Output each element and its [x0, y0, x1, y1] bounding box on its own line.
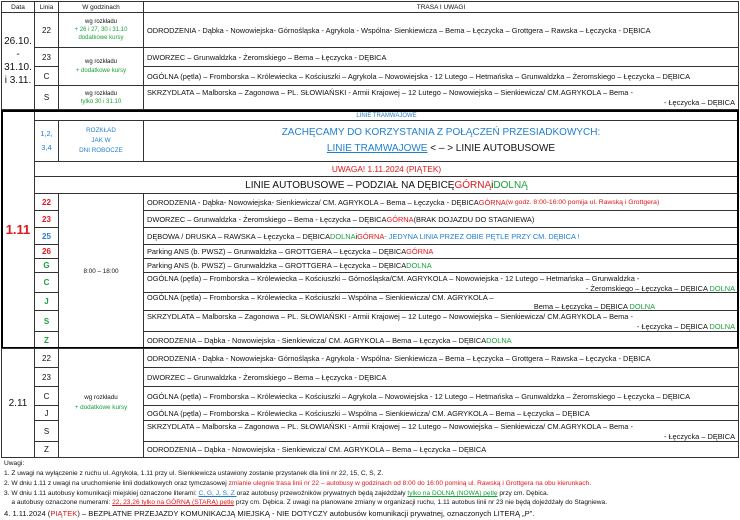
note-2 [4, 480, 591, 487]
tram-sub-a: LINIE TRAMWAJOWE [326, 143, 428, 154]
date-line: - [16, 49, 20, 60]
route-row: ODRODZENIA - Dąbka - Nowowiejska- Górnośląska - Agrykola - Wspólna- Sienkiewicza – Bema – Łęczycka – Grottgera – Rawska – Łęczycka - DĘBICA [143, 348, 739, 368]
route-remark: (w godz. 8:00-16:00 pomija ul. Rawską i Grottgera) [505, 198, 660, 206]
line-num: C [34, 66, 59, 86]
route-i: i [355, 231, 358, 241]
hours-8-18: 8:00 – 18:00 [58, 193, 144, 349]
hours-text: tylko 30 i 31.10 [80, 98, 122, 105]
note-text: a autobusy oznaczone numerami: [4, 499, 113, 506]
note-highlight: zmianie ulegnie trasa linii nr 22 – autobusy w godzinach od 8:00 do 16:00 pominą ul. Rawską i Grottgera na obu kierunkach. [228, 480, 592, 487]
note-gorna: 22, 23,26 tylko na GÓRNĄ (STARĄ) pętlę [112, 499, 235, 506]
route-gorna: GÓRNA [406, 247, 434, 256]
note-text: 3. W dniu 1.11 autobusy komunikacji miejskiej oznaczone literami: [4, 490, 199, 497]
tram-hours-text: DNI ROBOCZE [79, 147, 123, 154]
hours-text: wg rozkładu [84, 19, 117, 25]
tram-hours [58, 120, 144, 162]
tram-subtitle [327, 141, 555, 157]
tram-hours-text: ROZKŁAD [86, 127, 116, 134]
split-dolna: DOLNĄ [493, 179, 528, 191]
route-line: SKRZYDLATA – Malborska – Zagonowa – PL. SŁOWIAŃSKI - Armii Krajowej – 12 Lutego – Nowowiejska – Sienkiewicza/ CM.AGRYKOLA – Bema - [147, 422, 633, 431]
note-dolna: tylko na DOLNĄ (NOWĄ) pętlę [407, 490, 498, 497]
line-num: 26 [34, 244, 59, 259]
notes-title: Uwagi: [4, 460, 25, 467]
hours-cell [58, 12, 144, 48]
line-num: S [34, 310, 59, 332]
note-piatek: PIĄTEK [50, 509, 78, 518]
route-dolna: DOLNA [406, 261, 432, 270]
line-num: 25 [34, 227, 59, 245]
route-row [143, 210, 739, 228]
split-gorna: GÓRNĄ [454, 179, 492, 191]
route-row: OGÓLNA (pętla) – Fromborska – Królewiecka – Kościuszki – Wspólna – Sienkiewicza/ CM. AGRYKOLA – Bema – Łęczycka – DĘBICA [143, 405, 739, 421]
line-num: 23 [34, 47, 59, 67]
hours-text: wg rozkładu [84, 394, 118, 401]
hours-text: + 26 i 27, 30 i 31.10 [74, 27, 128, 33]
route-text: Parking ANS (b. PWSZ) – Grunwaldzka – GROTTGERA – Łęczycka – DĘBICA [147, 261, 407, 270]
route-gorna: GÓRNA [478, 197, 506, 207]
route-line: SKRZYDLATA – Malborska – Zagonowa – PL. SŁOWIAŃSKI - Armii Krajowej – 12 Lutego – Nowowiejska – Sienkiewicza/ CM.AGRYKOLA – Bema - [147, 88, 633, 97]
line-num: G [34, 258, 59, 273]
route-remark: - JEDYNA LINIA PRZEZ OBIE PĘTLE PRZY CM. DĘBICA ! [384, 231, 580, 241]
route-row [143, 272, 739, 293]
line-num: S [34, 85, 59, 110]
route-text: - Żeromskiego – Łęczycka – DĘBICA [585, 283, 710, 293]
route-text: DĘBOWA / DRUSKA – RAWSKA – Łęczycka – DĘBICA [147, 231, 331, 241]
route-row: OGÓLNA (pętla) – Fromborska – Królewiecka – Kościuszki – Agrykola – Nowowiejska - 12 Lutego – Hetmańska – Grunwaldzka – Żeromskiego – Łęczycka – DĘBICA [143, 66, 739, 86]
tram-hours-text: JAK W [91, 137, 111, 144]
hours-text: wg rozkładu [84, 90, 117, 97]
route-dolna: DOLNA [709, 322, 735, 331]
route-line: OGÓLNA (pętla) – Fromborska – Królewiecka – Kościuszki – Wspólna – Sienkiewicza/ CM. AGRYKOLA – [147, 293, 494, 302]
note-4 [4, 509, 534, 518]
route-row [143, 85, 739, 110]
tram-sub-b: < – > LINIE AUTOBUSOWE [427, 143, 556, 154]
tram-title: ZACHĘCAMY DO KORZYSTANIA Z POŁĄCZEŃ PRZESIADKOWYCH: [281, 127, 601, 138]
route-row: ODRODZENIA – Dąbka - Nowowiejska - Sienkiewicza/ CM. AGRYKOLA – Bema – Łęczycka – DĘBICA [143, 441, 739, 458]
date-2-11: 2.11 [1, 348, 35, 458]
tram-label: LINIE TRAMWAJOWE [34, 110, 739, 121]
hours-cell [58, 85, 144, 110]
route-line: - Łęczycka – DĘBICA [663, 98, 735, 107]
route-row [143, 310, 739, 332]
note-text: przy cm. Dębica. [497, 490, 549, 497]
line-num: 22 [34, 12, 59, 48]
route-dolna: DOLNA [709, 283, 735, 293]
header-hours: W godzinach [58, 1, 144, 13]
note-text: 2. W dniu 1.11 z uwagi na uruchomienie linii dodatkowych oraz tymczasowej [4, 480, 229, 487]
note-3b [4, 499, 607, 506]
route-row: OGÓLNA (pętla) – Fromborska – Królewiecka – Kościuszki – Agrykola – Nowowiejska - 12 Lutego – Hetmańska – Grunwaldzka – Żeromskiego – Łęczycka – DĘBICA [143, 386, 739, 406]
header-date: Data [1, 1, 35, 13]
line-num: 22 [34, 193, 59, 211]
line-num: J [34, 405, 59, 421]
route-row [143, 244, 739, 259]
hours-cell [58, 348, 144, 458]
route-dolna: DOLNA [330, 231, 356, 241]
route-text: - Łęczycka – DĘBICA [636, 322, 710, 331]
header-route: TRASA I UWAGI [143, 1, 739, 13]
line-num: 23 [34, 210, 59, 228]
route-dolna: DOLNA [486, 335, 512, 345]
tram-info [143, 120, 739, 162]
route-text: Parking ANS (b. PWSZ) – Grunwaldzka – GROTTGERA – Łęczycka – DĘBICA [147, 247, 407, 256]
date-line: 26.10. [4, 36, 32, 47]
line-num: 23 [34, 367, 59, 387]
note-text: przy cm. Dębica. Z uwagi na planowane zmiany w organizacji ruchu, 1.11 autobus linii nr 23 nie będą dojeżdżały do Stagniewa. [234, 499, 608, 506]
route-row: ODRODZENIA - Dąbka - Nowowiejska- Górnośląska - Agrykola - Wspólna- Sienkiewicza – Bema – Łęczycka – Grottgera – Rawska – Łęczycka - DĘBICA [143, 12, 739, 48]
line-num: S [34, 420, 59, 442]
note-3 [4, 490, 548, 497]
route-row [143, 331, 739, 349]
route-text: Bema – Łęczycka – DĘBICA [533, 302, 630, 311]
split-a: LINIE AUTOBUSOWE – PODZIAŁ NA DĘBICĘ [245, 179, 455, 191]
line-num: C [34, 386, 59, 406]
header-line: Linia [34, 1, 59, 13]
route-row [143, 258, 739, 273]
route-row [143, 193, 739, 211]
route-line: SKRZYDLATA – Malborska – Zagonowa – PL. SŁOWIAŃSKI - Armii Krajowej – 12 Lutego – Nowowiejska – Sienkiewicza/ CM.AGRYKOLA – Bema - [147, 312, 633, 321]
route-gorna: GÓRNA [357, 231, 385, 241]
note-text: 4. 1.11.2024 ( [4, 509, 51, 518]
hours-text: + dodatkowe kursy [74, 404, 128, 411]
hours-text: dodatkowe kursy [78, 35, 124, 41]
note-1: 1. Z uwagi na wyłączenie z ruchu ul. Agrykola, 1.11 przy ul. Sienkiewicza ustawiony zostanie przystanek dla linii nr 22, 15, C, S, Z. [4, 470, 384, 477]
split-i: i [491, 179, 494, 191]
note-lines: C, G, J, S, Z [198, 490, 237, 497]
hours-text: + dodatkowe kursy [75, 67, 127, 74]
date-line: i 3.11. [4, 75, 32, 86]
route-gorna: GÓRNA [386, 214, 414, 224]
notice-1-11: UWAGA! 1.11.2024 (PIĄTEK) [34, 161, 739, 177]
line-num: Z [34, 441, 59, 458]
route-remark: (BRAK DOJAZDU DO STAGNIEWA) [413, 214, 535, 224]
date-26-10 [1, 12, 35, 110]
split-title [34, 176, 739, 194]
route-row: DWORZEC – Grunwaldzka - Żeromskiego – Bema – Łęczycka - DĘBICA [143, 367, 739, 387]
line-num: C [34, 272, 59, 293]
route-text: ODRODZENIA – Dąbka - Nowowiejska - Sienkiewicza/ CM. AGRYKOLA – Bema – Łęczycka – DĘBICA [147, 335, 487, 345]
route-row [143, 227, 739, 245]
tram-lines: 1,2, 3,4 [34, 120, 59, 162]
note-text: oraz autobusy przewoźników prywatnych będą zajeżdżały [236, 490, 408, 497]
date-line: 31.10. [4, 62, 32, 73]
line-num: Z [34, 331, 59, 349]
route-text: DWORZEC – Grunwaldzka - Żeromskiego – Bema - Łęczycka – DĘBICA [147, 214, 387, 224]
line-num: 22 [34, 348, 59, 368]
date-1-11: 1.11 [1, 110, 35, 349]
route-text: ODRODZENIA - Dąbka- Nowowiejska- Sienkiewicza/ CM. AGRYKOLA – Bema – Łęczycka - DĘBICA [147, 197, 479, 207]
hours-text: wg rozkładu [84, 58, 117, 65]
route-row [143, 420, 739, 442]
line-num: J [34, 292, 59, 311]
hours-cell [58, 47, 144, 86]
route-line: - Łęczycka – DĘBICA [663, 432, 735, 441]
note-text: ) – BEZPŁATNE PRZEJAZDY KOMUNIKACJĄ MIEJSKĄ - NIE DOTYCZY autobusów komunikacji prywatnej, oznaczonych LITERĄ „P”. [77, 509, 535, 518]
route-row [143, 292, 739, 311]
route-dolna: DOLNA [629, 302, 655, 311]
route-line: OGÓLNA (pętla) – Fromborska – Królewiecka – Kościuszki – Górnośląska/CM. AGRYKOLA – Nowowiejska - 12 Lutego – Hetmańska – Grunwaldzka - [147, 274, 640, 283]
route-row: DWORZEC – Grunwaldzka - Żeromskiego – Bema – Łęczycka - DĘBICA [143, 47, 739, 67]
